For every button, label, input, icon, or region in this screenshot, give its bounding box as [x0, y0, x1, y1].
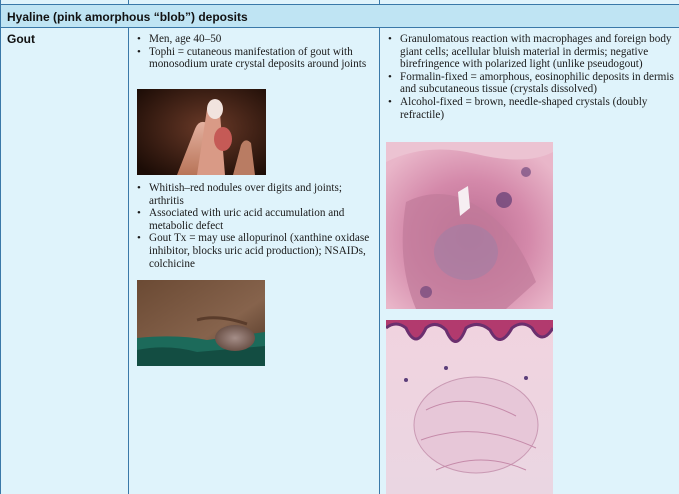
- list-item: • Formalin-fixed = amorphous, eosinophilic deposits in dermis and subcutaneous tissue (crystals dissolved): [386, 71, 674, 96]
- clinical-list-bottom: [135, 182, 371, 270]
- list-item: • Tophi = cutaneous manifestation of gout with monosodium urate crystal deposits around joints: [135, 46, 371, 71]
- histology-micrograph-low-power: [386, 142, 553, 309]
- clinical-photo-finger-tophus: [137, 89, 266, 175]
- table-section-header: Hyaline (pink amorphous “blob”) deposits: [1, 4, 679, 28]
- list-item: • Associated with uric acid accumulation and metabolic defect: [135, 207, 371, 232]
- column-divider: [128, 28, 129, 494]
- row-label-gout: Gout: [7, 32, 35, 46]
- list-item: • Whitish–red nodules over digits and joints; arthritis: [135, 182, 371, 207]
- histology-micrograph-dermis: [386, 320, 553, 494]
- histology-list: [386, 33, 674, 121]
- list-item: • Gout Tx = may use allopurinol (xanthine oxidase inhibitor, blocks uric acid production); NSAIDs, colchicine: [135, 232, 371, 270]
- list-item: • Alcohol-fixed = brown, needle-shaped crystals (doubly refractile): [386, 96, 674, 121]
- clinical-list-top: [135, 33, 371, 71]
- list-item: • Granulomatous reaction with macrophages and foreign body giant cells; acellular bluish material in dermis; negative birefringence with polarized light (unlike pseudogout): [386, 33, 674, 71]
- list-item: • Men, age 40–50: [135, 33, 371, 46]
- clinical-photo-elbow-tophus: [137, 280, 265, 366]
- column-divider: [379, 28, 380, 494]
